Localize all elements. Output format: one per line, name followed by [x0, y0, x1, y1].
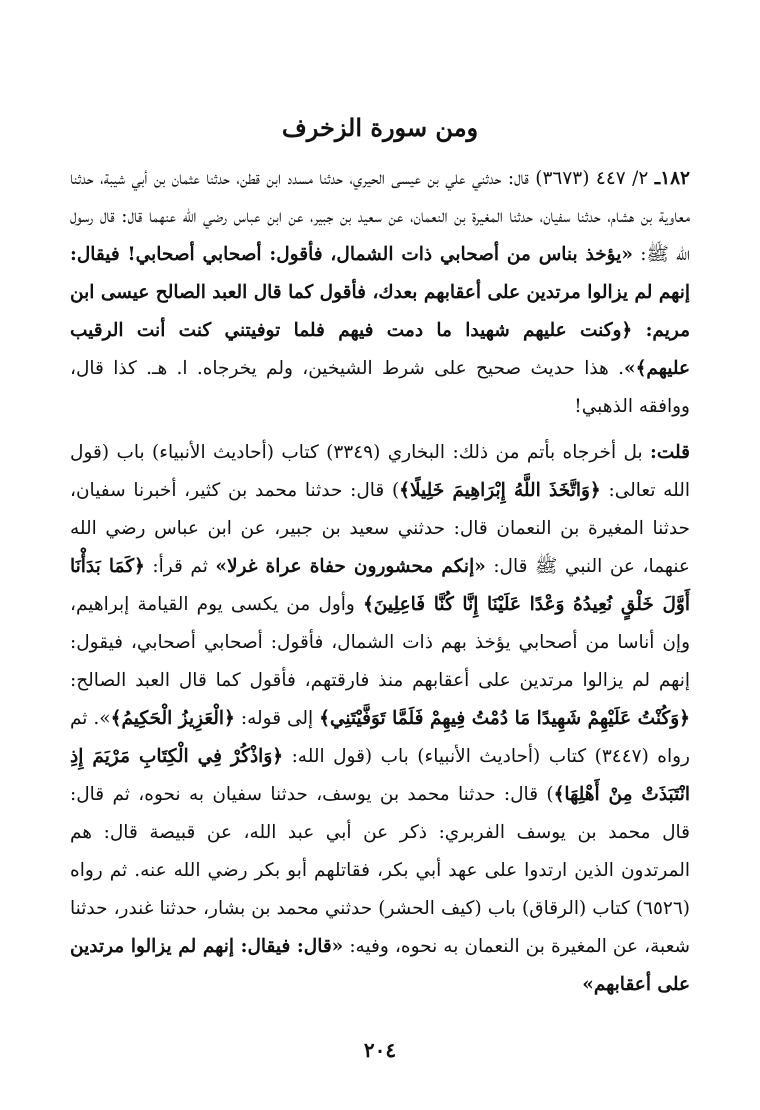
commentary-text-4: وأول من يكسى يوم القيامة إبراهيم، وإن أناسا من أصحابي يؤخذ بهم ذات الشمال، فأقول: أصحابي أصحابي، فيقول: إنهم لم يزالوا مرتدين على أعقابهم منذ فارقتهم، فأقول كما قال العبد الصالح: — [70, 594, 690, 691]
commentary-lead: قلت: — [650, 442, 690, 463]
hadith-quote-1: «إنكم محشورون حفاة عراة غرلا» — [215, 556, 486, 577]
commentary-text-6: ». ثم رواه (٣٤٤٧) كتاب (أحاديث الأنبياء) باب (قول الله: — [70, 708, 690, 767]
page-title: ومن سورة الزخرف — [281, 113, 479, 142]
commentary-text-7: ) قال: حدثنا محمد بن يوسف، حدثنا سفيان به نحوه، ثم قال: قال محمد بن يوسف الفربري: ذكر عن أبي عبد الله، عن قبيصة قال: هم المرتدون الذين ارتدوا على عهد أبي بكر، فقاتلهم أبو بكر رضي الله عنه. ثم رواه (٦٥٢٦) كتاب (الرقاق) باب (كيف الحشر) حدثني محمد بن بشار، حدثنا غندر، حدثنا شعبة، عن المغيرة بن النعمان به نحوه، وفيه: — [70, 784, 691, 957]
hadith-grading: . هذا حديث صحيح على شرط الشيخين، ولم يخرجاه. ا. هـ. كذا قال، ووافقه الذهبي! — [70, 358, 690, 417]
quran-verse-4: ﴿الْعَزِيزُ الْحَكِيمُ﴾ — [110, 708, 235, 729]
commentary-text-2: ) قال: حدثنا محمد بن كثير، أخبرنا سفيان، حدثنا المغيرة بن النعمان قال: حدثني سعيد بن جبير، عن ابن عباس رضي الله عنهما، عن النبي ﷺ قال: — [70, 480, 690, 577]
quran-verse-5: ﴿وَاذْكُرْ فِي الْكِتَابِ مَرْيَمَ إِذِ انْتَبَذَتْ مِنْ أَهْلِهَا﴾ — [70, 746, 690, 805]
hadith-chain: ٢/ ٤٤٧ (٣٦٧٣) قال: حدثني علي بن عيسى الحيري، حدثنا مسدد ابن قطن، حدثنا عثمان بن أبي شيبة، حدثنا معاوية بن هشام، حدثنا سفيان، حدثنا المغيرة بن النعمان، عن سعيد بن جبير، عن ابن عباس رضي الله عنهما قال: قال رسول الله ﷺ: — [70, 168, 690, 265]
quran-verse-1: ﴿وَاتَّخَذَ اللَّهُ إِبْرَاهِيمَ خَلِيلًا﴾ — [399, 480, 601, 501]
page-number: ٢٠٤ — [363, 1038, 397, 1062]
commentary-text-3: ثم قرأ: — [152, 556, 208, 577]
hadith-text: «يؤخذ بناس من أصحابي ذات الشمال، فأقول: أصحابي أصحابي! فيقال: إنهم لم يزالوا مرتدين على أعقابهم بعدك، فأقول كما قال العبد الصالح عيسى ابن مريم: ﴿وكنت عليهم شهيدا ما دمت فيهم فلما توفيتني كنت أنت الرقيب عليهم﴾» — [70, 244, 690, 379]
hadith-paragraph — [70, 160, 690, 426]
commentary-paragraph — [70, 434, 690, 1004]
commentary-text-5: إلى قوله: — [240, 708, 314, 729]
quran-verse-3: ﴿وَكُنْتُ عَلَيْهِمْ شَهِيدًا مَا دُمْتُ فِيهِمْ فَلَمَّا تَوَفَّيْتَنِي﴾ — [319, 708, 690, 729]
quran-verse-2: ﴿كَمَا بَدَأْنَا أَوَّلَ خَلْقٍ نُعِيدُهُ وَعْدًا عَلَيْنَا إِنَّا كُنَّا فَاعِلِينَ﴾ — [70, 556, 690, 615]
hadith-number: ١٨٢ـ — [654, 168, 690, 189]
page-body — [70, 110, 690, 1070]
commentary-text-1: بل أخرجاه بأتم من ذلك: البخاري (٣٣٤٩) كتاب (أحاديث الأنبياء) باب (قول الله تعالى: — [70, 442, 690, 501]
hadith-quote-2: «قال: فيقال: إنهم لم يزالوا مرتدين على أعقابهم» — [70, 936, 690, 995]
